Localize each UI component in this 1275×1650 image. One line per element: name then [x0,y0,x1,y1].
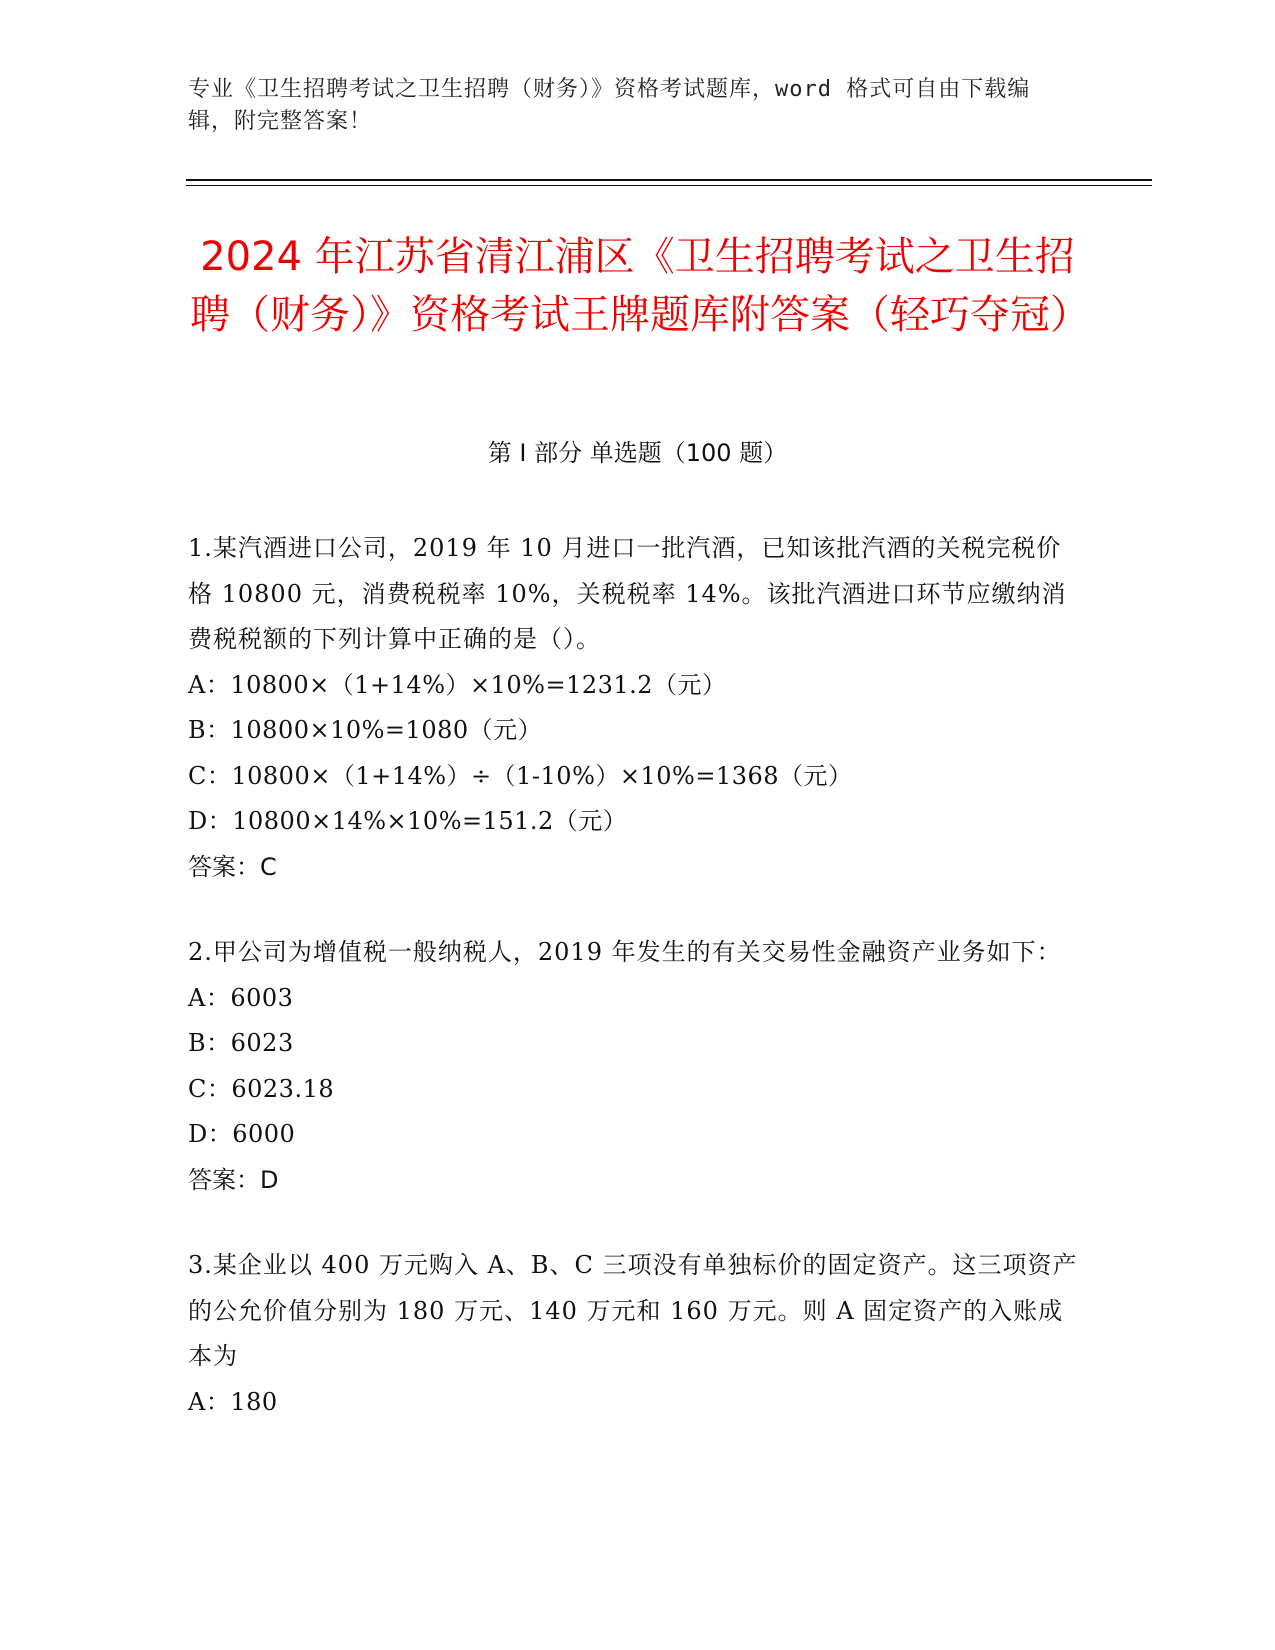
header-divider-thick [186,179,1152,181]
header-divider-thin [186,185,1152,186]
question-1 [188,526,1083,890]
answer-line: 答案：C [188,852,277,881]
option-d: D：6000 [188,1120,296,1148]
section-title: 第 I 部分 单选题（100 题） [487,439,788,467]
option-a: A：6003 [188,983,294,1012]
question-stem: 2.甲公司为增值税一般纳税人，2019 年发生的有关交易性金融资产业务如下： [188,938,1062,966]
option-a: A：10800×（1+14%）×10%=1231.2（元） [188,670,727,699]
answer-line: 答案：D [188,1165,279,1194]
option-b: B：10800×10%=1080（元） [188,716,543,744]
option-c: C：6023.18 [188,1074,335,1103]
question-list [188,526,1083,1465]
question-stem: 3.某企业以 400 万元购入 A、B、C 三项没有单独标价的固定资产。这三项资产的公允价值分别为 180 万元、140 万元和 160 万元。则 A 固定资产的入账成本为 [188,1251,1078,1370]
document-title: 2024 年江苏省清江浦区《卫生招聘考试之卫生招聘（财务）》资格考试王牌题库附答案（轻巧夺冠） [190,234,1090,338]
option-a: A：180 [188,1387,278,1416]
question-3 [188,1243,1083,1425]
question-stem: 1.某汽酒进口公司，2019 年 10 月进口一批汽酒，已知该批汽酒的关税完税价格 10800 元，消费税税率 10%，关税税率 14%。该批汽酒进口环节应缴纳消费税税额的下列计算中正确的是（）。 [188,534,1067,653]
question-2 [188,930,1083,1203]
option-b: B：6023 [188,1029,294,1057]
option-c: C：10800×（1+14%）÷（1-10%）×10%=1368（元） [188,761,853,790]
option-d: D：10800×14%×10%=151.2（元） [188,807,628,835]
header-note: 专业《卫生招聘考试之卫生招聘（财务）》资格考试题库，word 格式可自由下载编辑，附完整答案！ [188,77,1031,134]
